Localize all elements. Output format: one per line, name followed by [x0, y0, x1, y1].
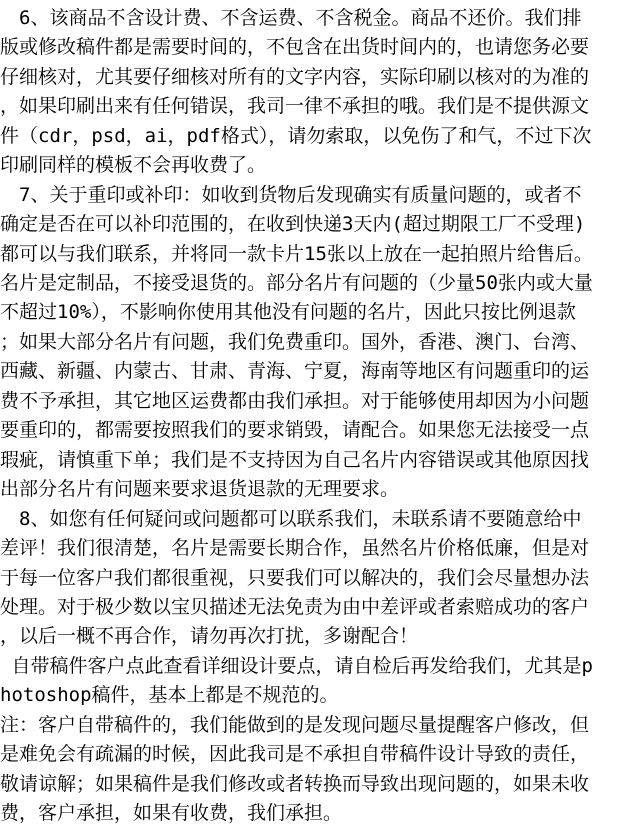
- text-line: 仔细核对，尤其要仔细核对所有的文字内容，实际印刷以核对的为准的: [0, 66, 590, 88]
- text-line: 要重印的，都需要按照我们的要求销毁，请配合。如果您无法接受一点: [0, 419, 590, 441]
- text-line: 处理。对于极少数以宝贝描述无法免责为由中差评或者索赔成功的客户: [0, 596, 590, 618]
- text-line: 8、如您有任何疑问或问题都可以联系我们，未联系请不要随意给中: [0, 508, 582, 530]
- text-line: ，如果印刷出来有任何错误，我司一律不承担的哦。我们是不提供源文: [0, 95, 590, 117]
- text-line: 敬请谅解；如果稿件是我们修改或者转换而导致出现问题的，如果未收: [0, 773, 590, 795]
- text-line: 是难免会有疏漏的时候，因此我司是不承担自带稿件设计导致的责任，: [0, 743, 590, 765]
- text-line: 不超过10%），不影响你使用其他没有问题的名片，因此只按比例退款: [0, 301, 576, 323]
- text-line: 西藏、新疆、内蒙古、甘肃、青海、宁夏，海南等地区有问题重印的运: [0, 360, 590, 382]
- text-line: 名片是定制品，不接受退货的。部分名片有问题的（少量50张内或大量: [0, 272, 593, 294]
- text-line: ，以后一概不再合作，请勿再次打扰，多谢配合！: [0, 625, 419, 647]
- text-line: ；如果大部分名片有问题，我们免费重印。国外，香港、澳门、台湾、: [0, 331, 590, 353]
- text-line: 出部分名片有问题来要求退货退款的无理要求。: [0, 478, 400, 500]
- text-line: 费不予承担，其它地区运费都由我们承担。对于能够使用却因为小问题: [0, 390, 590, 412]
- text-line: 差评！我们很清楚，名片是需要长期合作，虽然名片价格低廉，但是对: [0, 537, 590, 559]
- text-line: 瑕疵，请慎重下单；我们是不支持因为自己名片内容错误或其他原因找: [0, 449, 590, 471]
- text-line: 版或修改稿件都是需要时间的，不包含在出货时间内的，也请您务必要: [0, 36, 590, 58]
- text-line: hotoshop稿件，基本上都是不规范的。: [0, 684, 339, 706]
- text-line: 印刷同样的模板不会再收费了。: [0, 154, 267, 176]
- text-line: 注：客户自带稿件的，我们能做到的是发现问题尽量提醒客户修改，但: [0, 714, 590, 736]
- text-line: 于每一位客户我们都很重视，只要我们可以解决的，我们会尽量想办法: [0, 567, 590, 589]
- text-line: 7、关于重印或补印：如收到货物后发现确实有质量问题的，或者不: [0, 184, 582, 206]
- text-line: 自带稿件客户点此查看详细设计要点，请自检后再发给我们，尤其是p: [0, 655, 593, 677]
- text-line: 件（cdr，psd，ai，pdf格式），请勿索取，以免伤了和气，不过下次: [0, 125, 592, 147]
- text-line: 确定是否在可以补印范围的，在收到快递3天内(超过期限工厂不受理): [0, 213, 586, 235]
- text-line: 6、该商品不含设计费、不含运费、不含税金。商品不还价。我们排: [0, 7, 582, 29]
- text-line: 都可以与我们联系，并将同一款卡片15张以上放在一起拍照片给售后。: [0, 243, 593, 265]
- text-line: 费，客户承担，如果有收费，我们承担。: [0, 802, 343, 824]
